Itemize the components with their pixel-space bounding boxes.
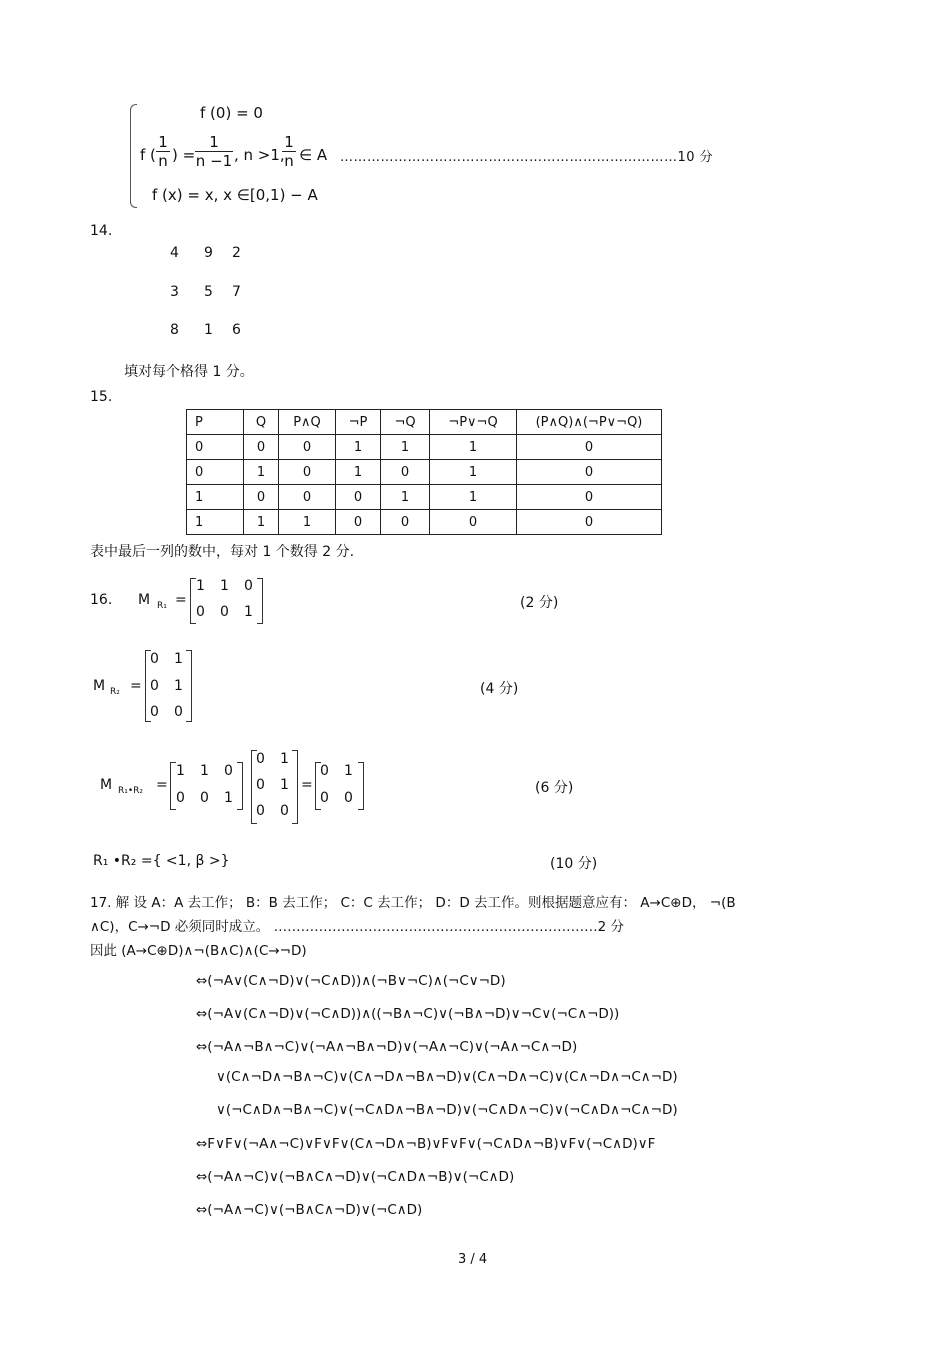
q17-intro-line1: 17. 解 设 A：A 去工作； B：B 去工作； C：C 去工作； D：D 去工作。则根据题意应有： A→C⊕D， ¬(B: [90, 895, 736, 911]
m1-equals: =: [175, 592, 187, 608]
m2-label: M: [93, 678, 106, 694]
composition-result: R₁ •R₂ ={ <1, β >}: [93, 853, 230, 869]
table-header-row: P Q P∧Q ¬P ¬Q ¬P∨¬Q (P∧Q)∧(¬P∨¬Q): [187, 410, 662, 435]
m3-label: M: [100, 777, 113, 793]
q13-line2-a: f (: [140, 146, 156, 164]
q13-frac2: 1 n −1: [195, 133, 233, 170]
q17-step: ∨(C∧¬D∧¬B∧¬C)∨(C∧¬D∧¬B∧¬D)∨(C∧¬D∧¬C)∨(C∧¬D∧¬C∧¬D): [216, 1069, 678, 1085]
table-row: 1 1 1 0 0 0 0: [187, 510, 662, 535]
truth-table: [186, 409, 662, 535]
q13-line1: f (0) = 0: [200, 104, 263, 122]
m2-subscript: R₂: [110, 687, 120, 697]
m1-bracket-right: [257, 578, 263, 624]
m3-equals: =: [156, 777, 168, 793]
table-row: 0 0 0 1 1 1 0: [187, 435, 662, 460]
m3-score: (6 分): [535, 780, 574, 796]
q13-score-dots: …………………………………………………………………10 分: [340, 150, 714, 165]
q13-line2-c: , n >1,: [234, 146, 285, 164]
m1-label: M: [138, 592, 151, 608]
q14-number: 14.: [90, 223, 113, 239]
q16-number: 16.: [90, 592, 113, 608]
m1-score: (2 分): [520, 595, 559, 611]
q13-frac3: 1 n: [282, 133, 296, 170]
q13-line3: f (x) = x, x ∈[0,1) − A: [152, 186, 318, 204]
m2-equals: =: [130, 678, 142, 694]
table-row: 1 0 0 0 1 1 0: [187, 485, 662, 510]
q13-frac1: 1 n: [156, 133, 170, 170]
q15-number: 15.: [90, 389, 113, 405]
m3-subscript: R₁•R₂: [118, 786, 144, 796]
q13-line2-d: ∈ A: [299, 146, 328, 164]
m2-bracket-right: [186, 650, 192, 722]
q17-step: ⇔F∨F∨(¬A∧¬C)∨F∨F∨(C∧¬D∧¬B)∨F∨F∨(¬C∧D∧¬B)∨F∨(¬C∧D)∨F: [196, 1136, 656, 1152]
q17-step: ⇔(¬A∧¬C)∨(¬B∧C∧¬D)∨(¬C∧D): [196, 1202, 423, 1218]
table-row: 0 1 0 1 0 1 0: [187, 460, 662, 485]
q17-step: ⇔(¬A∨(C∧¬D)∨(¬C∧D))∧((¬B∧¬C)∨(¬B∧¬D)∨¬C∨(¬C∧¬D)): [196, 1006, 620, 1022]
q17-intro-line3: 因此 (A→C⊕D)∧¬(B∧C)∧(C→¬D): [90, 943, 307, 959]
m3-factor1-bracket-right: [237, 762, 243, 810]
q17-step: ⇔(¬A∨(C∧¬D)∨(¬C∧D))∧(¬B∨¬C)∧(¬C∨¬D): [196, 973, 506, 989]
m3-result-bracket-right: [358, 762, 364, 810]
q17-step: ⇔(¬A∧¬C)∨(¬B∧C∧¬D)∨(¬C∧D∧¬B)∨(¬C∧D): [196, 1169, 515, 1185]
page-number: 3 / 4: [458, 1252, 488, 1267]
m2-score: (4 分): [480, 681, 519, 697]
composition-score: (10 分): [550, 856, 598, 872]
m1-subscript: R₁: [157, 601, 167, 611]
q17-step: ⇔(¬A∧¬B∧¬C)∨(¬A∧¬B∧¬D)∨(¬A∧¬C)∨(¬A∧¬C∧¬D): [196, 1039, 578, 1055]
q17-intro-line2: ∧C)，C→¬D 必须同时成立。 ………………………………………………………………2 分: [90, 919, 624, 935]
q17-step: ∨(¬C∧D∧¬B∧¬C)∨(¬C∧D∧¬B∧¬D)∨(¬C∧D∧¬C)∨(¬C∧D∧¬C∧¬D): [216, 1102, 678, 1118]
q13-line2-b: ) =: [172, 146, 196, 164]
m3-factor2-bracket-right: [292, 750, 298, 824]
m3-equals-2: =: [301, 777, 313, 793]
q15-note: 表中最后一列的数中，每对 1 个数得 2 分.: [90, 544, 355, 560]
piecewise-brace: [130, 104, 137, 208]
q14-note: 填对每个格得 1 分。: [124, 364, 254, 380]
